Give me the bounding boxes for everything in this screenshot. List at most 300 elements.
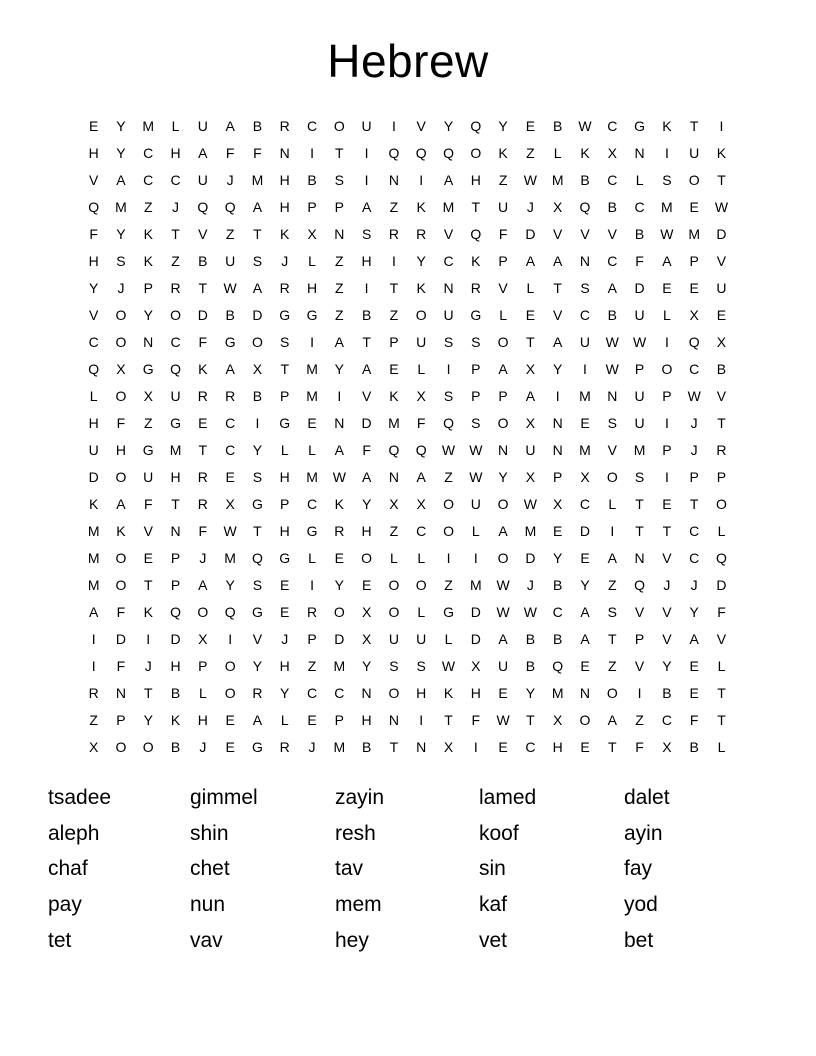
grid-letter: D xyxy=(634,279,645,296)
grid-letter: N xyxy=(552,414,563,431)
grid-letter: X xyxy=(389,495,399,512)
grid-letter: M xyxy=(442,198,455,215)
grid-letter: U xyxy=(197,117,208,134)
grid-letter: O xyxy=(388,576,400,593)
grid-letter: C xyxy=(306,495,318,512)
grid-letter: A xyxy=(198,144,208,161)
grid-letter: A xyxy=(334,441,344,458)
grid-letter: X xyxy=(716,333,727,350)
grid-letter: W xyxy=(496,711,510,728)
grid-letter: S xyxy=(252,576,263,593)
word-item: fay xyxy=(624,857,653,881)
grid-letter: R xyxy=(197,495,208,512)
grid-letter: B xyxy=(170,684,181,701)
grid-letter: E xyxy=(525,117,536,134)
grid-letter: Q xyxy=(470,225,482,242)
grid-letter: G xyxy=(470,306,482,323)
grid-letter: N xyxy=(634,144,645,161)
grid-letter: L xyxy=(280,441,289,458)
grid-letter: N xyxy=(279,144,290,161)
grid-letter: R xyxy=(279,738,290,755)
word-item: yod xyxy=(624,892,658,916)
grid-letter: C xyxy=(143,171,154,188)
grid-letter: F xyxy=(116,414,126,431)
grid-letter: R xyxy=(716,441,727,458)
grid-letter: E xyxy=(225,468,235,485)
grid-letter: V xyxy=(716,252,727,269)
grid-letter: B xyxy=(252,117,263,134)
grid-letter: Z xyxy=(389,522,399,539)
grid-letter: E xyxy=(225,738,235,755)
word-item: shin xyxy=(190,821,229,845)
grid-letter: C xyxy=(689,360,700,377)
grid-letter: T xyxy=(143,576,153,593)
grid-letter: P xyxy=(389,333,399,350)
grid-letter: J xyxy=(690,441,698,458)
grid-letter: O xyxy=(115,387,127,404)
grid-letter: J xyxy=(690,414,698,431)
word-item: mem xyxy=(335,892,382,916)
grid-letter: X xyxy=(361,630,372,647)
grid-letter: X xyxy=(116,360,126,377)
grid-letter: D xyxy=(470,603,481,620)
grid-letter: O xyxy=(415,576,427,593)
grid-letter: B xyxy=(607,198,617,215)
grid-letter: T xyxy=(717,414,726,431)
grid-letter: G xyxy=(142,441,154,458)
grid-letter: U xyxy=(498,198,509,215)
grid-letter: F xyxy=(362,441,371,458)
grid-letter: B xyxy=(580,171,590,188)
grid-letter: Y xyxy=(443,117,454,134)
grid-letter: M xyxy=(333,738,346,755)
grid-letter: X xyxy=(553,495,563,512)
grid-letter: Q xyxy=(197,198,209,215)
grid-letter: M xyxy=(87,576,100,593)
grid-letter: T xyxy=(717,171,726,188)
grid-letter: T xyxy=(198,279,208,296)
grid-letter: U xyxy=(361,117,372,134)
grid-letter: N xyxy=(388,711,399,728)
grid-letter: V xyxy=(443,225,454,242)
grid-letter: W xyxy=(605,333,619,350)
grid-letter: A xyxy=(252,279,263,296)
grid-letter: B xyxy=(170,738,181,755)
grid-letter: I xyxy=(391,252,396,269)
grid-letter: Q xyxy=(552,657,564,674)
grid-letter: B xyxy=(198,252,208,269)
grid-letter: C xyxy=(334,684,345,701)
grid-letter: M xyxy=(142,117,155,134)
grid-letter: Y xyxy=(662,657,672,674)
grid-letter: C xyxy=(661,711,672,728)
grid-letter: V xyxy=(607,441,617,458)
grid-letter: T xyxy=(717,684,726,701)
grid-letter: L xyxy=(717,657,726,674)
grid-letter: F xyxy=(498,225,508,242)
grid-letter: O xyxy=(497,549,509,566)
grid-letter: T xyxy=(444,711,453,728)
grid-letter: L xyxy=(89,387,98,404)
grid-letter: H xyxy=(552,738,563,755)
grid-letter: Q xyxy=(415,441,427,458)
grid-letter: T xyxy=(280,360,289,377)
grid-letter: O xyxy=(115,333,127,350)
grid-letter: T xyxy=(635,522,644,539)
grid-letter: K xyxy=(716,144,727,161)
grid-letter: L xyxy=(280,711,289,728)
grid-letter: E xyxy=(498,684,508,701)
grid-letter: M xyxy=(87,522,100,539)
grid-letter: A xyxy=(689,630,699,647)
grid-letter: P xyxy=(471,387,481,404)
grid-letter: H xyxy=(361,522,372,539)
grid-letter: H xyxy=(470,684,481,701)
grid-letter: K xyxy=(143,603,153,620)
grid-letter: P xyxy=(716,468,727,485)
grid-letter: P xyxy=(634,630,645,647)
grid-letter: W xyxy=(441,657,456,674)
grid-letter: M xyxy=(633,441,646,458)
grid-letter: Q xyxy=(388,144,400,161)
grid-letter: J xyxy=(117,279,125,296)
grid-letter: T xyxy=(608,630,617,647)
grid-letter: T xyxy=(662,522,672,539)
grid-letter: U xyxy=(579,333,591,350)
grid-letter: K xyxy=(88,495,99,512)
grid-letter: M xyxy=(306,360,318,377)
grid-letter: E xyxy=(361,576,372,593)
grid-letter: B xyxy=(252,387,263,404)
grid-letter: K xyxy=(580,144,590,161)
grid-letter: F xyxy=(471,711,481,728)
grid-letter: V xyxy=(580,225,590,242)
grid-letter: P xyxy=(170,549,181,566)
grid-letter: J xyxy=(663,576,671,593)
grid-letter: P xyxy=(498,387,508,404)
grid-letter: E xyxy=(280,603,290,620)
grid-letter: D xyxy=(525,225,536,242)
grid-letter: S xyxy=(280,333,290,350)
grid-letter: P xyxy=(170,576,181,593)
grid-letter: E xyxy=(280,576,290,593)
grid-letter: W xyxy=(223,522,237,539)
grid-letter: F xyxy=(689,711,699,728)
grid-letter: U xyxy=(88,441,99,458)
grid-letter: P xyxy=(307,630,317,647)
grid-letter: Y xyxy=(225,576,235,593)
grid-letter: C xyxy=(552,603,563,620)
grid-letter: V xyxy=(716,630,727,647)
grid-letter: L xyxy=(198,684,207,701)
grid-letter: H xyxy=(279,657,290,674)
grid-letter: O xyxy=(115,306,127,323)
grid-letter: Z xyxy=(143,198,153,215)
grid-letter: O xyxy=(142,738,154,755)
grid-letter: A xyxy=(607,711,617,728)
grid-letter: V xyxy=(607,225,617,242)
grid-letter: L xyxy=(417,549,426,566)
grid-letter: T xyxy=(198,441,208,458)
grid-letter: I xyxy=(391,117,396,134)
word-item: tav xyxy=(335,857,364,881)
grid-letter: I xyxy=(228,630,233,647)
grid-letter: I xyxy=(91,630,96,647)
grid-letter: N xyxy=(115,684,126,701)
grid-letter: X xyxy=(252,360,263,377)
grid-letter: R xyxy=(306,603,318,620)
grid-letter: S xyxy=(361,225,372,242)
grid-letter: L xyxy=(308,441,316,458)
grid-letter: W xyxy=(332,468,346,485)
grid-letter: T xyxy=(553,279,562,296)
grid-letter: P xyxy=(662,441,672,458)
grid-letter: C xyxy=(525,738,536,755)
grid-letter: Y xyxy=(416,252,426,269)
grid-letter: M xyxy=(251,171,264,188)
grid-letter: I xyxy=(255,414,260,431)
grid-letter: H xyxy=(88,252,99,269)
grid-letter: A xyxy=(525,387,536,404)
grid-letter: Z xyxy=(225,225,235,242)
grid-letter: Y xyxy=(361,657,372,674)
grid-letter: C xyxy=(634,198,645,215)
grid-letter: T xyxy=(526,711,535,728)
grid-letter: P xyxy=(280,495,290,512)
grid-letter: U xyxy=(634,387,645,404)
grid-letter: X xyxy=(416,387,426,404)
grid-letter: C xyxy=(579,306,591,323)
grid-letter: M xyxy=(579,441,591,458)
grid-letter: M xyxy=(224,549,236,566)
grid-letter: I xyxy=(364,144,369,161)
grid-letter: O xyxy=(606,684,618,701)
grid-letter: J xyxy=(172,198,180,215)
grid-letter: E xyxy=(689,684,699,701)
word-item: kaf xyxy=(479,892,508,916)
grid-letter: W xyxy=(632,333,647,350)
grid-letter: P xyxy=(498,252,508,269)
grid-letter: K xyxy=(170,711,181,728)
grid-letter: Q xyxy=(251,549,263,566)
grid-letter: Q xyxy=(170,603,181,620)
grid-letter: U xyxy=(388,630,399,647)
word-list xyxy=(48,780,744,958)
grid-letter: S xyxy=(580,279,590,296)
grid-letter: M xyxy=(688,225,701,242)
grid-letter: V xyxy=(716,387,727,404)
grid-letter: I xyxy=(337,387,342,404)
grid-letter: Z xyxy=(89,711,98,728)
grid-letter: Z xyxy=(389,198,399,215)
grid-letter: M xyxy=(469,576,482,593)
grid-letter: N xyxy=(143,333,154,350)
grid-letter: V xyxy=(553,306,563,323)
grid-letter: S xyxy=(662,171,672,188)
grid-letter: W xyxy=(523,495,537,512)
grid-letter: X xyxy=(143,387,153,404)
word-item: tet xyxy=(48,928,72,952)
grid-letter: W xyxy=(469,441,483,458)
grid-letter: W xyxy=(578,117,592,134)
grid-letter: P xyxy=(634,360,645,377)
grid-letter: C xyxy=(170,171,181,188)
grid-letter: C xyxy=(225,441,236,458)
grid-letter: D xyxy=(88,468,99,485)
grid-letter: N xyxy=(579,684,591,701)
grid-letter: D xyxy=(252,306,263,323)
grid-letter: M xyxy=(661,198,673,215)
grid-letter: W xyxy=(660,225,674,242)
grid-letter: S xyxy=(116,252,126,269)
grid-letter: H xyxy=(170,468,181,485)
grid-letter: F xyxy=(198,522,208,539)
grid-letter: I xyxy=(146,630,151,647)
grid-letter: K xyxy=(280,225,290,242)
grid-letter: K xyxy=(498,144,508,161)
grid-letter: L xyxy=(553,144,562,161)
grid-letter: N xyxy=(443,279,454,296)
grid-letter: X xyxy=(525,414,536,431)
grid-letter: O xyxy=(115,738,127,755)
grid-letter: H xyxy=(306,279,318,296)
word-item: vav xyxy=(190,928,223,952)
grid-letter: A xyxy=(662,252,672,269)
grid-letter: E xyxy=(580,549,590,566)
grid-letter: P xyxy=(198,657,208,674)
grid-letter: H xyxy=(361,252,372,269)
grid-letter: F xyxy=(635,738,644,755)
grid-letter: R xyxy=(334,522,345,539)
grid-letter: Y xyxy=(553,549,563,566)
grid-letter: K xyxy=(662,117,672,134)
grid-letter: X xyxy=(361,603,372,620)
grid-letter: I xyxy=(310,576,314,593)
grid-letter: X xyxy=(580,468,590,485)
grid-letter: O xyxy=(579,711,591,728)
grid-letter: I xyxy=(637,684,642,701)
grid-letter: J xyxy=(199,738,207,755)
grid-letter: O xyxy=(115,468,127,485)
grid-letter: G xyxy=(443,603,454,620)
grid-letter: A xyxy=(580,603,590,620)
grid-letter: L xyxy=(171,117,180,134)
grid-letter: D xyxy=(470,630,481,647)
grid-letter: U xyxy=(689,144,700,161)
grid-letter: N xyxy=(579,252,591,269)
grid-letter: T xyxy=(143,684,153,701)
grid-letter: S xyxy=(443,333,454,350)
grid-letter: W xyxy=(523,171,537,188)
grid-letter: A xyxy=(225,360,235,377)
grid-letter: G xyxy=(279,549,291,566)
grid-letter: E xyxy=(198,414,208,431)
grid-letter: T xyxy=(253,522,262,539)
grid-letter: D xyxy=(579,522,591,539)
grid-letter: S xyxy=(252,468,263,485)
grid-letter: X xyxy=(553,198,563,215)
grid-letter: W xyxy=(523,603,537,620)
grid-letter: O xyxy=(333,603,345,620)
grid-letter: N xyxy=(552,441,563,458)
grid-letter: R xyxy=(279,279,290,296)
grid-letter: J xyxy=(526,576,534,593)
grid-letter: D xyxy=(716,576,727,593)
grid-letter: I xyxy=(664,333,669,350)
grid-letter: Z xyxy=(498,171,508,188)
grid-letter: A xyxy=(443,171,454,188)
grid-letter: Y xyxy=(689,603,699,620)
page-title: Hebrew xyxy=(327,35,489,87)
grid-letter: S xyxy=(416,657,426,674)
grid-letter: R xyxy=(197,468,208,485)
grid-letter: O xyxy=(716,495,727,512)
grid-letter: P xyxy=(334,711,344,728)
grid-letter: L xyxy=(608,495,617,512)
grid-letter: V xyxy=(198,225,208,242)
grid-letter: D xyxy=(115,630,126,647)
grid-letter: H xyxy=(115,441,126,458)
word-item: chet xyxy=(190,857,230,881)
word-item: koof xyxy=(479,821,519,845)
grid-letter: V xyxy=(361,387,372,404)
grid-letter: F xyxy=(635,252,644,269)
word-item: nun xyxy=(190,892,226,916)
grid-letter: P xyxy=(116,711,126,728)
grid-letter: F xyxy=(116,657,126,674)
grid-letter: K xyxy=(389,387,399,404)
grid-letter: A xyxy=(416,468,426,485)
grid-letter: O xyxy=(470,144,482,161)
grid-letter: E xyxy=(143,549,153,566)
grid-letter: E xyxy=(689,657,699,674)
grid-letter: H xyxy=(197,711,208,728)
grid-letter: H xyxy=(416,684,427,701)
grid-letter: V xyxy=(498,279,508,296)
grid-letter: J xyxy=(308,738,316,755)
grid-letter: F xyxy=(225,144,235,161)
grid-letter: A xyxy=(553,333,563,350)
grid-letter: I xyxy=(473,738,478,755)
grid-letter: T xyxy=(362,333,371,350)
grid-letter: B xyxy=(634,225,645,242)
grid-letter: S xyxy=(334,171,344,188)
grid-letter: I xyxy=(310,144,314,161)
grid-letter: A xyxy=(498,522,508,539)
grid-letter: O xyxy=(361,549,373,566)
grid-letter: E xyxy=(225,711,235,728)
grid-letter: C xyxy=(607,117,618,134)
grid-letter: F xyxy=(89,225,98,242)
grid-letter: K xyxy=(334,495,344,512)
grid-letter: R xyxy=(170,279,181,296)
grid-letter: M xyxy=(524,522,537,539)
grid-letter: G xyxy=(279,414,291,431)
grid-letter: Y xyxy=(334,360,344,377)
grid-letter: U xyxy=(470,495,481,512)
grid-letter: I xyxy=(446,360,451,377)
grid-letter: C xyxy=(689,522,700,539)
grid-letter: M xyxy=(579,387,591,404)
grid-letter: B xyxy=(525,657,536,674)
grid-letter: E xyxy=(389,360,399,377)
grid-letter: I xyxy=(310,333,314,350)
grid-letter: N xyxy=(334,225,345,242)
grid-letter: U xyxy=(634,414,645,431)
grid-letter: I xyxy=(364,279,369,296)
grid-letter: W xyxy=(469,468,483,485)
grid-letter: T xyxy=(171,495,180,512)
